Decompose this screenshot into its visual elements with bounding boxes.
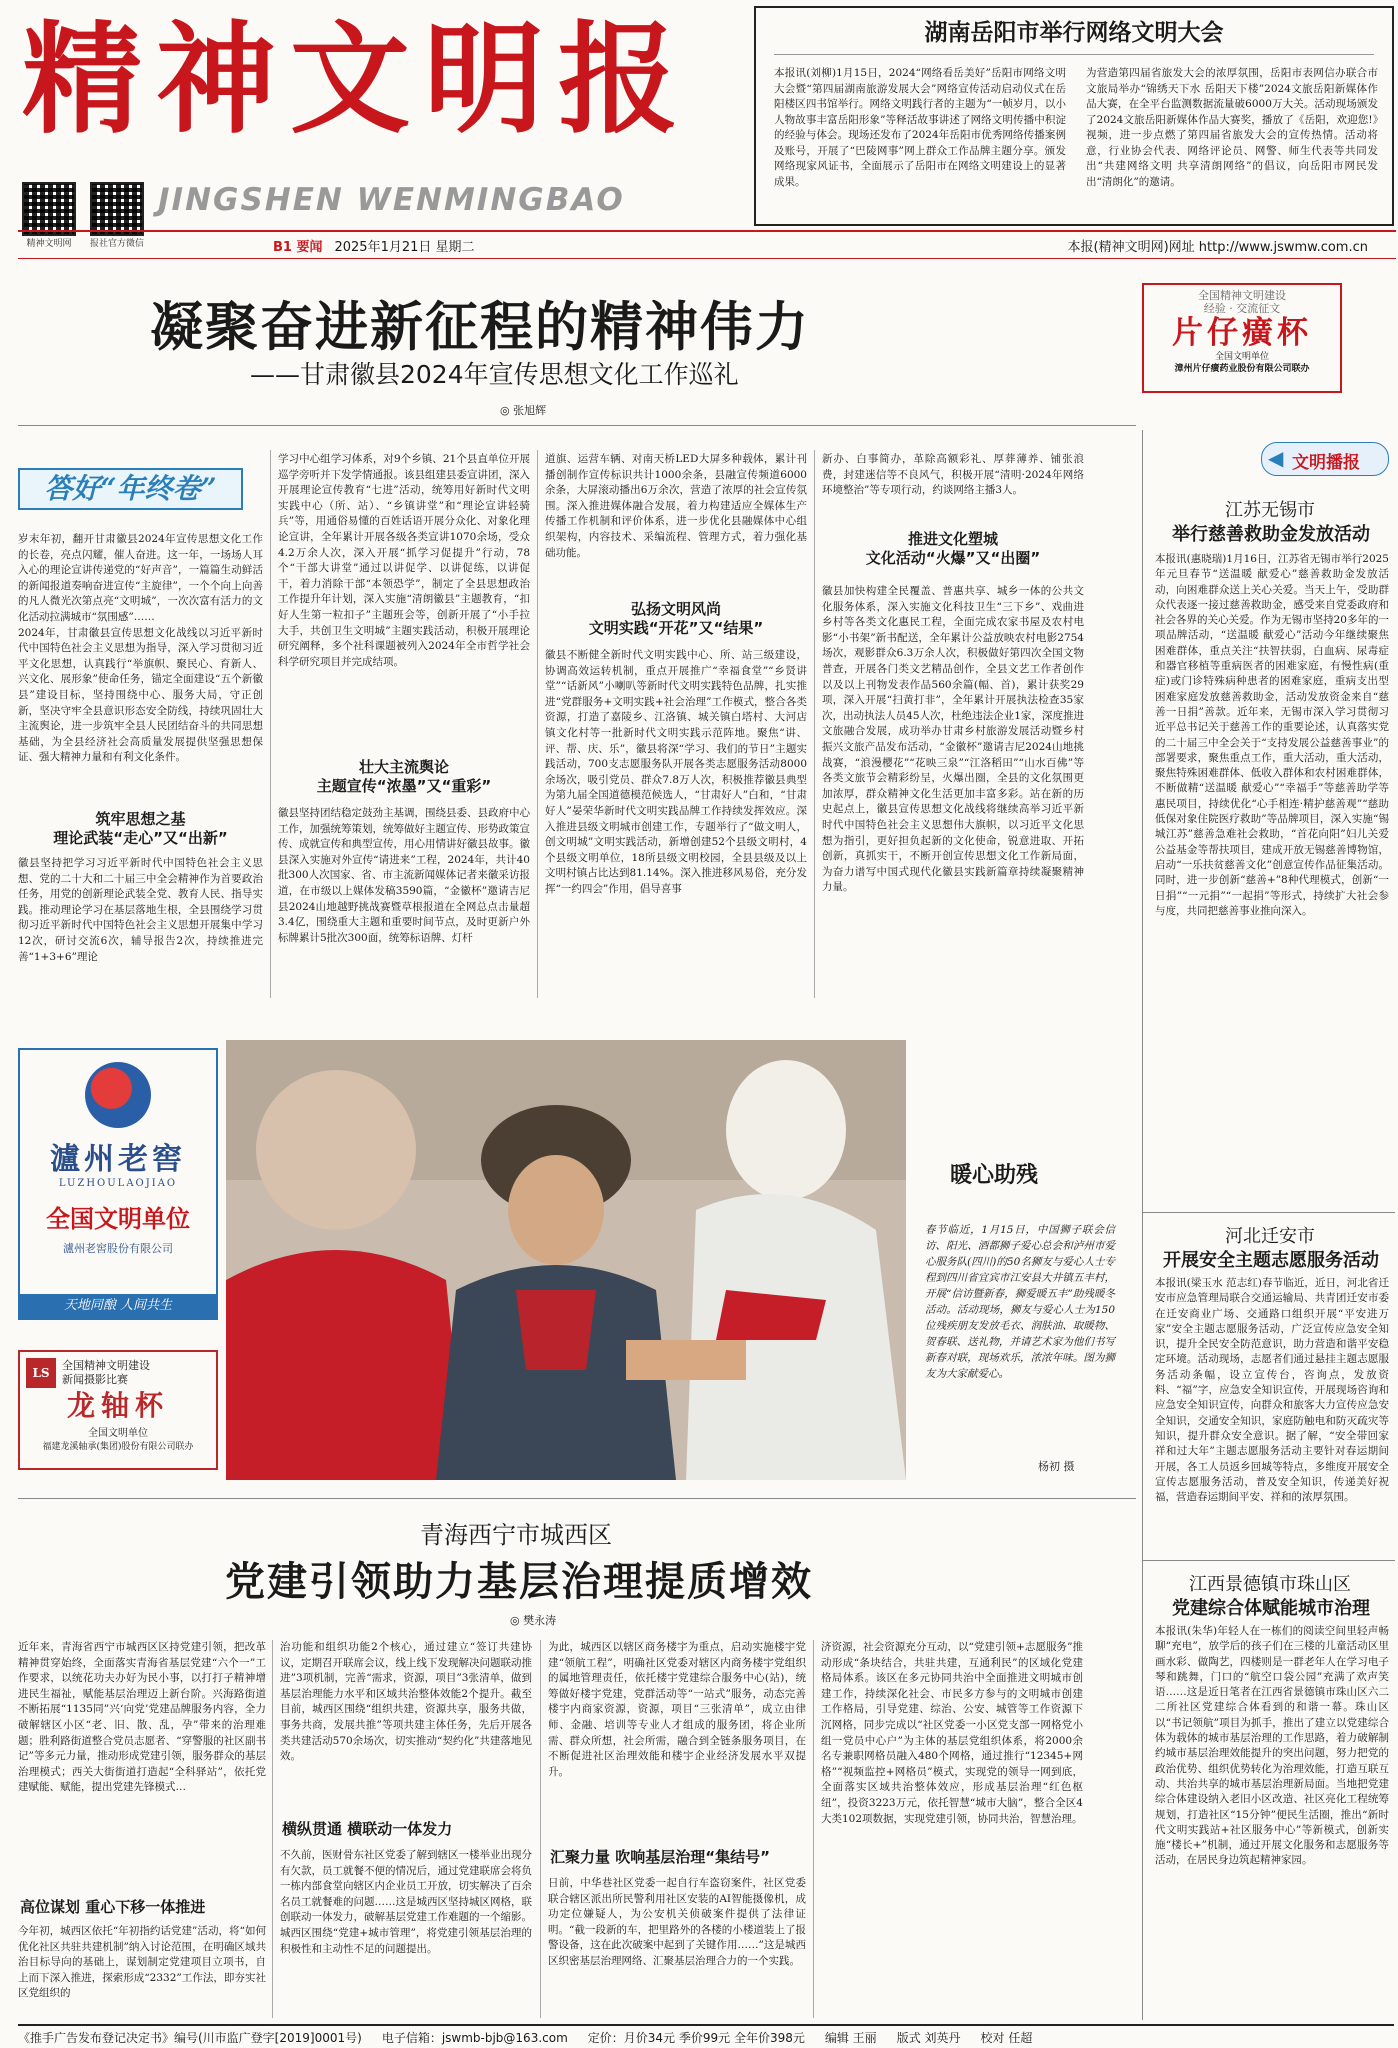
lead-col4: 新办、白事简办，革除高额彩礼、厚葬薄养、铺张浪费，封建迷信等不良风气，积极开展“清明·2024年网络环境整治”等专项行动，约谈网络主播3人。 (822, 453, 1084, 497)
photo-title: 暖心助残 (950, 1163, 1039, 1188)
lead-col3: 道旗、运营车辆、对南天桥LED大屏多种载体，累计刊播创制作宣传标识共计1000余条，县融宣传频道6000余条，大屏滚动播出6万余次，营造了浓厚的社会宣传氛围。深入推进媒体融合发展，着力构建适应全媒体生产传播工作机制和评价体系，进一步优化县融媒体中心组织架构，内容技术、采编流程、管理方式，着力强化基础功能。 (545, 453, 807, 559)
lead-subhead1: 筑牢思想之基 理论武装“走心”又“出新” (53, 810, 228, 847)
qr2-label: 报社官方微信 (90, 239, 145, 249)
divider (270, 450, 271, 998)
lead-byline: ◎ 张旭辉 (500, 404, 547, 417)
ad1-name: 片仔癀杯 (1172, 315, 1312, 351)
divider (272, 1640, 273, 2018)
photo-caption: 春节临近，1月15日，中国狮子联会信访、阳光、酒都狮子爱心总会和泸州市爱心服务队(四川)的50名狮友与爱心人士专程到四川省宜宾市江安县大井镇五丰村，开展“信访暨新春，狮爱暖五丰”助残暖冬活动。活动现场，狮友与爱心人士为150位残疾朋友发放毛衣、润肤油、取暖物、贺春联、送礼物，并请艺术家为他们书写新春对联，现场欢乐，浓浓年味。图为狮友为大家献爱心。 (925, 1224, 1115, 1380)
bottom-col1: 近年来，青海省西宁市城西区区持党建引领，把改革精神贯穿始终，全面落实青海省基层党建“六个一”工作要求，以统花功夫办好为民小事，以打打子精神增进民生福祉，赋能基层治理迈上新台阶。兴海路街道不断拓展“1135同”兴‘向党’党建品牌服务内容，全力破解辖区小区“老、旧、散、乱，孕”带来的治理难题；胜利路街道整合党员志愿者、“穿警服的社区副书记”等多元力量，推动形成党建引领，服务群众的基层治理模式；西关大街街道打造起“全科驿站”，依托党建赋能、赋能，提出党建先锋模式… (18, 1641, 266, 1794)
footer-email[interactable]: 电子信箱：jswmb-bjb@163.com (381, 2030, 568, 2045)
footer-editor: 编辑 王丽 (824, 2030, 877, 2045)
lead-subhead4: 推进文化塑城 文化活动“火爆”又“出圈” (865, 530, 1041, 567)
photo-credit: 杨初 摄 (1038, 1460, 1075, 1473)
lead-col4b: 徽县加快构建全民覆盖、普惠共享、城乡一体的公共文化服务体系，深入实施文化科技卫生“三下乡”、戏曲进乡村等各类文化惠民工程，全面完成农家书屋及农村电影“小书架”新书配送，全年累计公益放映农村电影2754场次，观影群众6.3万余人次，积极做好第四次全国文物普查，开展各门类文艺精品创作，全县文艺工作者创作以及以上刊物发表作品560余篇(幅、首)，累计获奖29项，深入开展“扫黄打非”，全年累计开展执法检查35家次，出动执法人员45人次，杜绝违法企业1家，深度推进文旅融合发展，成功举办甘肃乡村旅游发展活动暨乡村振兴文旅产品发布活动，“金徽杯”邀请吉尼2024山地挑战赛，“浪漫樱花”“花映三泉”“江洛稻田”“山水百佛”等各类文旅节会精彩纷呈，火爆出圈，全县的文化氛围更加浓厚，群众精神文化生活更加丰富多彩。站在新的历史起点上，徽县宣传思想文化战线将继续高举习近平新时代中国特色社会主义思想伟大旗帜，以习近平文化思想为指引，更好担负起新的文化使命，锐意进取、开拓创新，真抓实干，不断开创宣传思想文化工作新局面，为奋力谱写中国式现代化徽县实践新篇章持续凝聚精神力量。 (822, 585, 1084, 894)
masthead-title: 精神文明报 (22, 9, 692, 150)
divider (18, 425, 1136, 426)
bottom-col4: 济资源，社会资源充分互动，以“党建引领+志愿服务”推动形成“条块结合，共驻共建，互通利民”的区域化党建格局体系。该区在多元协同共治中全面推进文明城市创建工作，持续深化社会、市民多方参与的文明城市创建工作格局，引导党建、综治、公安、城管等工作资源下沉网格，同步完成以“社区党委一小区党支部一网格党小组一党员中心户”为主体的基层党组织体系，将2000余名专兼职网格员融入480个网格，通过推行“12345+网格”“视频监控+网格员”模式，实现党的领导一网到底，全面落实区域共治整体效应，形成基层治理“红色枢纽”，投资3223万元，依托智慧“城市大脑”，整合全区4大类102项数据，实现党建引领，协同共治，智慧治理。 (821, 1641, 1083, 1825)
bottom-subhead3: 汇聚力量 吹响基层治理“集结号” (550, 1848, 770, 1866)
lead-col1: 岁末年初，翻开甘肃徽县2024年宣传思想文化工作的长卷，亮点闪耀，催人奋进。这一年，一场场人耳入心的理论宣讲传递党的“好声音”，一篇篇生动鲜活的新闻报道奏响奋进宣传“主旋律”，一个个向上向善的凡人微光次第点亮“文明城”，一次次富有活力的文化活动拉满城市“氛围感”…… 2024年，甘肃徽县宣传思想文化战线以习近平新时代中国特色社会主义思想为指导，深入学习贯彻习近平文化思想，认真践行“举旗帜、聚民心、育新人、兴文化、展形象”使命任务，锚定全面建设“五个新徽县”建设目标，坚持围绕中心、服务大局，守正创新，坚决守牢全县意识形态安全防线，持续巩固壮大主流舆论，进一步筑牢全县人民团结奋斗的共同思想基础，为全县经济社会高质量发展提供坚强思想保证、强大精神力量和有利文化条件。 (18, 533, 263, 764)
right-story3-title: 党建综合体赋能城市治理 (1172, 1598, 1370, 1619)
bottom-col1b: 今年初，城西区依托“年初指约话党建”活动，将“如何优化社区共驻共建机制”纳入讨论范围，在明确区域共治目标导向的基础上，谋划制定党建项目立项书，自上而下深入推进，探索形成“2332”工作法，即夯实社区党组织的 (18, 1925, 266, 2000)
top-story-col1: 本报讯(刘柳)1月15日，2024“网络看岳美好”岳阳市网络文明大会暨“第四届湖南旅游发展大会”网络宣传活动启动仪式在岳阳楼区四书馆举行。网络文明践行者的主题为“一帧岁月，以小人物故事丰富岳阳形象”等释活故事讲述了网络文明传播中积淀的经验与体会。现场还发布了2024年岳阳市优秀网络传播案例及账号，开展了“巴陵网事”网上群众工作品牌主题分享。颁发网络现家风证书，全面展示了岳阳市在网络文明建设上的显著成果。 (774, 67, 1066, 188)
ad2-slogan: 天地同酿 人间共生 (20, 1294, 216, 1318)
right-story2-title: 开展安全主题志愿服务活动 (1163, 1250, 1379, 1271)
right-story3-body: 本报讯(朱华)年轻人在一栋们的阅读空间里轻声畅聊“充电”，放学后的孩子们在三楼的儿童活动区里画水彩、做陶艺，四楼则是一群老年人在学习电子琴和跳舞，门口的“航空口袋公园”充满了欢声笑语……这是近日笔者在江西省景德镇市珠山区六二二所社区党建综合体看到的和谐一幕。珠山区以“书记领航”项目为抓手，推出了建立以党建综合体为载体的城市基层治理的工作思路，着力破解制约城市基层治理效能提升的突出问题，努力把党的政治优势、组织优势转化为治理效能，打造互联互动、共治共享的城市基层治理新局面。当地把党建综合体建设纳入老旧小区改造、社区亮化工程统筹规划，打造社区“15分钟”便民生活圈，推出“新时代文明实践站+社区服务中心”等新模式，创新实施“楼长+”机制，通过开展文化服务和志愿服务等活动，在居民身边筑起精神家园。 (1155, 1625, 1389, 1867)
bottom-kicker: 青海西宁市城西区 (420, 1521, 612, 1549)
qr-code-icon (90, 182, 144, 236)
divider (1143, 1560, 1395, 1561)
footer-price: 定价：月价34元 季价99元 全年价398元 (587, 2030, 805, 2045)
speaker-icon: ◀ (1268, 446, 1284, 470)
footer-license: 《推手广告发布登记决定书》编号(川市监广登字[2019]0001号) (18, 2030, 362, 2045)
ad-luzhoulaojiao (18, 1048, 218, 1320)
ad-pianzaihuang (1142, 283, 1342, 393)
ad2-corp: 瀘州老窖股份有限公司 (63, 1242, 173, 1255)
bottom-col2b: 不久前，医财骨东社区党委了解到辖区一楼举业出现分有欠款，员工就餐不便的情况后，通过党建联席会将负一栋内部食堂向辖区内企业员工开放，切实解决了百余名员工就餐难的问题……这是城西区坚持城区网格，联创联动一体发力，破解基层党建工作难题的一个缩影。城西区围绕“党建+城市管理”，将党建引领基层治理的积极性和主动性不足的问题提出。 (280, 1849, 532, 1955)
bottom-headline: 党建引领助力基层治理提质增效 (225, 1559, 813, 1605)
right-story1-body: 本报讯(惠晓瑞)1月16日，江苏省无锡市举行2025年元旦春节“送温暖 献爱心”慈善救助金发放活动，向困难群众送上关心关爱。当天上午，受助群众代表逐一接过慈善救助金，感受来自党委政府和社会各界的关心关爱。作为无锡市坚持20多年的一项品牌活动，“送温暖 献爱心”活动今年继续聚焦困难群体，重点关注“扶智扶弱，白血病、尿毒症和器官移植等重病医者的困难家庭，有慢性病(重症)或门诊特殊病种患者的困难家庭，重病支出型困难家庭发放慈善救助金，活动发放资金来自“慈善一日捐”善款。近年来，无锡市深入学习贯彻习近平总书记关于慈善工作的重要论述，认真落实党的二十届三中全会关于“支持发展公益慈善事业”的部署要求，聚焦重点工作，重大活动，重大活动，聚焦特殊困难群体、低收入群体和农村困难群体，不断做精“送温暖 献爱心”“幸福手”等慈善助学等惠民项目，持续优化“心手相连·精护慈善观”“慈助低保对象住院医疗救助”等品牌项目，深入实施“锡城江苏”慈善急难社会救助，“首花向阳”妇儿关爱公益基金等帮扶项目，建成开放无锡慈善博物馆，启动“一乐扶贫慈善文化”创意宣传作品征集活动。同时，进一步创新“慈善+”8种代理模式，创新“一日捐”“一元捐”“一起捐”等形式，持续扩大社会参与度，共同把慈善事业推向深入。 (1155, 553, 1389, 917)
masthead-pinyin: JINGSHEN WENMINGBAO (158, 182, 625, 218)
ad3-tag: 全国精神文明建设 新闻摄影比赛 (62, 1359, 150, 1386)
ad3-name: 龙轴杯 (66, 1389, 169, 1422)
divider (774, 54, 1374, 55)
ad3-corp: 福建龙溪轴承(集团)股份有限公司联办 (42, 1442, 194, 1452)
ad3-badge: LS (26, 1358, 56, 1388)
bottom-subhead1: 高位谋划 重心下移一体推进 (20, 1898, 206, 1916)
ad1-corp: 漳州片仔癀药业股份有限公司联办 (1174, 364, 1310, 374)
right-story3-place: 江西景德镇市珠山区 (1189, 1574, 1351, 1595)
news-photo-image (226, 1040, 906, 1480)
right-story2-body: 本报讯(梁玉水 范志红)春节临近，近日，河北省迁安市应急管理局联合交通运输局、共青团迁安市委在迁安商业广场、交通路口组织开展“平安进万家”安全主题志愿服务活动，广泛宣传应急安全知识，提升全民安全防范意识，助力营造和谐平安稳定环境。活动现场，志愿者们通过悬挂主题志愿服务活动条幅，设立宣传台，咨询点，发放资料、“福”字，应急安全知识宣传，开展现场咨询和应急安全知识宣传，向群众和旅客大力宣传应急安全知识，交通安全知识，家庭防触电和防灭疏灾等知识，提升群众安全意识。据了解，“安全带回家 祥和过大年”主题志愿服务活动主要针对春运期间开展，各工人员返乡回城等特点，多维度开展安全宣传志愿服务活动，普及安全知识，传递美好祝福，营造春运期间平安、祥和的浓厚氛围。 (1155, 1277, 1389, 1504)
divider (18, 1498, 1136, 1499)
top-story-col2: 为营造第四届省旅发大会的浓厚氛围，岳阳市表网信办联合市文旅局举办“锦绣天下水 岳阳天下楼”2024文旅岳阳新媒体作品大赛，在全平台监测数据流量破6000万大关。活动现场颁发了2024文旅岳阳新媒体作品大赛奖，播放了《岳阳，欢迎您!》视频，进一步点燃了第四届省旅发大会的宣传热情。活动将意，行业协会代表、网络评论员、网警、师生代表等共同发出“共建网络文明 共享清朗网络”的倡议，向岳阳市网民发出“清朗化”的邀请。 (1086, 67, 1378, 188)
top-story-title: 湖南岳阳市举行网络文明大会 (924, 20, 1224, 46)
ad2-logo-text: 瀘州老窖 (50, 1142, 186, 1177)
divider (814, 450, 815, 998)
lead-subtitle: ——甘肃徽县2024年宣传思想文化工作巡礼 (250, 360, 739, 389)
right-story2-place: 河北迁安市 (1225, 1226, 1315, 1247)
dateline-bar (18, 230, 1396, 259)
divider (1143, 1212, 1395, 1213)
right-story1-title: 举行慈善救助金发放活动 (1172, 524, 1370, 545)
bottom-col2: 治功能和组织功能2个核心，通过建立“签订共建协议，定期召开联席会议，线上线下发现解决问题联动推进”3项机制，完善“需求，资源，项目”3张清单，做到基层治理能力水平和区域共治整体效能2个提升。截至目前，城西区围绕“组织共建，资源共享，服务共做，事务共商，发展共推”等项共建主体任务，先后开展各类共建活动570余场次，切实推动“契约化”共建落地见效。 (280, 1641, 532, 1763)
qr1-label: 精神文明网 (26, 239, 72, 249)
ad2-logo-pinyin: LUZHOULAOJIAO (58, 1178, 178, 1189)
lead-col1b: 徽县坚持把学习习近平新时代中国特色社会主义思想、党的二十大和二十届三中全会精神作为首要政治任务，用党的创新理论武装全党、教育人民、指导实践。推动理论学习在基层落地生根，全县围绕学习贯彻习近平新时代中国特色社会主义思想开展集中学习12次，研讨交流6次，辅导报告2次，持续推进完善“1+3+6”理论 (18, 857, 263, 963)
lead-col3b: 徽县不断健全新时代文明实践中心、所、站三级建设，协调高效运转机制，重点开展推广“幸福食堂”“乡贤讲堂”“话新风”小喇叭等新时代文明实践特色品牌，扎实推进“党群服务+文明实践+社会治理”工作模式，整合各类资源，打造了嘉陵乡、江洛镇、城关镇白塔村、大河店镇文化村等一批新时代文明实践示范阵地。聚焦“讲、评、帮、庆、乐”，徽县将深“学习、我们的节日”主题实践活动，700支志愿服务队开展各类志愿服务活动8000余场次，吸引党员、群众7.8万人次，积极推荐徽县典型为第九届全国道德模范候选人，“甘肃好人”白和，“甘肃好人”晏荣华新时代文明实践品牌工作持续发挥效应。深入推进县级文明城市创建工作，专题举行了“做文明人，创文明城”文明实践活动，新增创建52个县级文明村，4个县级文明单位，18所县级文明校园，全县县级及以上文明村镇占比达到81.14%。深入推进移风易俗，充分发挥“一约四会”作用，倡导喜事 (545, 649, 807, 895)
lead-subhead3: 弘扬文明风尚 文明实践“开花”又“结果” (588, 600, 764, 637)
ad-longzhou (18, 1350, 218, 1470)
footer-layout: 版式 刘英丹 (896, 2030, 961, 2045)
ad3-unit: 全国文明单位 (88, 1428, 148, 1439)
divider (540, 1640, 541, 2018)
ad1-unit: 全国文明单位 (1214, 352, 1269, 362)
bottom-col3: 为此，城西区以辖区商务楼宇为重点，启动实施楼宇党建“领航工程”，明确社区党委对辖区内商务楼宇党组织的属地管理责任，依托楼宇党建综合服务中心(站)，统筹做好楼宇党建，党群活动等“一站式”服务，动态完善楼宇内商家资源，资源，项目“三张清单”，成立由律师、金融、培训等专业人才组成的服务团，将企业所需、群众所想，社会所需，融合到全链条服务项目，在不断促进社区治理效能和楼宇企业经济发展水平双提升。 (548, 1641, 806, 1778)
divider (813, 1640, 814, 2018)
top-story-box (754, 6, 1394, 226)
lead-col2b: 徽县坚持团结稳定鼓劲主基调，围绕县委、县政府中心工作，加强统筹策划，统筹做好主题宣传、形势政策宣传、成就宣传和典型宣传，用心用情讲好徽县故事。徽县深入实施对外宣传“请进来”工程，2024年，共计40批300人次国家、省、市主流新闻媒体记者来徽采访报道，在市级以上媒体发稿3590篇，“金徽杯”邀请吉尼县2024山地越野挑战赛暨草根报道在全网总点击量超3.4亿，围绕重大主题和重要时间节点，及时更新户外标牌累计5批次300面，统筹标语牌、灯杆 (278, 807, 530, 944)
lead-headline: 凝聚奋进新征程的精神伟力 (150, 297, 810, 358)
lead-subhead2: 壮大主流舆论 主题宣传“浓墨”又“重彩” (316, 758, 492, 795)
website[interactable]: 本报(精神文明网)网址 http://www.jswmw.com.cn (1067, 239, 1368, 255)
section-banner: 答好“年终卷” (18, 468, 243, 510)
qr-code-icon (22, 182, 76, 236)
ad1-tag: 全国精神文明建设 经验 · 交流征文 (1198, 289, 1286, 315)
lead-col2: 学习中心组学习体系，对9个乡镇、21个县直单位开展巡学旁听并下发学情通报。该县组建县委宣讲团，深入开展理论宣传教育“七进”活动，统筹用好新时代文明实践中心（所、站）、“乡镇讲堂”和“理论宣讲轻骑兵”等，用通俗易懂的百姓话语开展分众化、对象化理论宣讲，全年累计开展各级各类宣讲1070余场，受众4.2万余人次，深入开展“抓学习促提升”行动，78个“干部大讲堂”通过以讲促学、以讲促练，以讲促干，着力消除干部“本领恐学”，制定了全县思想政治工作提升年计划，深入实施“清朗徽县”主题教育，“扣好人生第一粒扣子”主题班会等，创新开展了“小手拉大手，共创卫生文明城”主题实践活动，积极开展理论研究阐释，多个社科课题被列入2024年全市哲学社会科学研究项目并完成结项。 (278, 453, 530, 668)
page-number: B1 要闻 (273, 239, 323, 255)
bottom-byline: ◎ 樊永涛 (510, 1614, 557, 1627)
bottom-subhead2: 横纵贯通 横联动一体发力 (282, 1820, 453, 1838)
broadcast-badge (1261, 442, 1389, 476)
divider (537, 450, 538, 998)
news-photo (226, 1040, 906, 1480)
issue-date: 2025年1月21日 星期二 (334, 239, 475, 255)
right-story1-place: 江苏无锡市 (1225, 500, 1315, 521)
bottom-col3b: 日前，中华巷社区党委一起自行车盗窃案件，社区党委联合辖区派出所民警利用社区安装的AI智能摄像机，成功定位嫌疑人，为公安机关侦破案件提供了法律证明。“截一段新的车，把里路外的各楼的小楼道装上了报警设备，这在此次破案中起到了关键作用……”这是城西区织密基层治理网络、汇聚基层治理合力的一个实践。 (548, 1877, 806, 1967)
luzhoulaojiao-logo-icon (85, 1062, 151, 1128)
footer-proof: 校对 任超 (980, 2030, 1033, 2045)
right-column (1142, 430, 1395, 2020)
footer (18, 2024, 1394, 2048)
broadcast-label: 文明播报 (1292, 453, 1360, 473)
ad2-title: 全国文明单位 (46, 1204, 190, 1233)
